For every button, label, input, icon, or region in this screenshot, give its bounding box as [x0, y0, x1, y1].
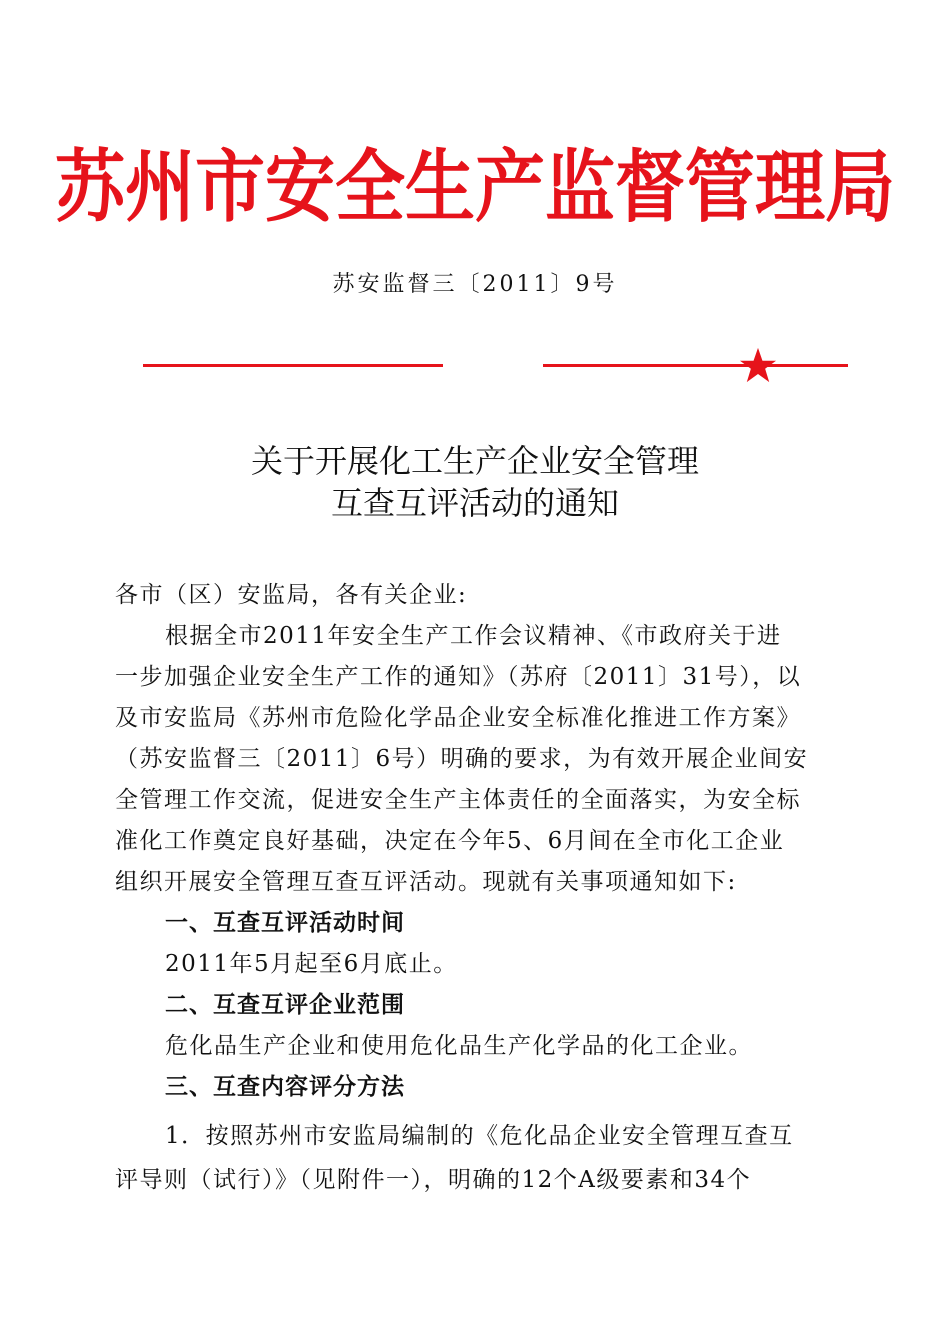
section-heading-2: 二、互查互评企业范围	[165, 992, 405, 1018]
document-number: 苏安监督三〔2011〕9号	[332, 272, 618, 297]
section-text-2: 危化品生产企业和使用危化品生产化学品的化工企业。	[165, 1033, 753, 1059]
notice-title-line-2: 互查互评活动的通知	[330, 484, 619, 522]
paragraph-line: 全管理工作交流，促进安全生产主体责任的全面落实，为安全标	[115, 787, 801, 813]
salutation: 各市（区）安监局，各有关企业:	[115, 582, 468, 608]
issuing-authority-title: 苏州市安全生产监督管理局	[55, 141, 895, 233]
red-star-icon	[739, 346, 777, 384]
paragraph-line: 及市安监局《苏州市危险化学品企业安全标准化推进工作方案》	[115, 705, 801, 731]
red-separator-left	[143, 364, 443, 367]
section-heading-3: 三、互查内容评分方法	[165, 1074, 405, 1100]
paragraph-line: 根据全市2011年安全生产工作会议精神、《市政府关于进	[165, 623, 782, 649]
list-item-line: 评导则（试行）》（见附件一），明确的12个A级要素和34个	[115, 1167, 752, 1193]
paragraph-line: 组织开展安全管理互查互评活动。现就有关事项通知如下:	[115, 869, 737, 895]
paragraph-line: （苏安监督三〔2011〕6号）明确的要求，为有效开展企业间安	[115, 746, 809, 772]
section-text-1: 2011年5月起至6月底止。	[165, 951, 458, 977]
paragraph-line: 一步加强企业安全生产工作的通知》（苏府〔2011〕31号），以	[115, 664, 802, 690]
red-separator-right	[543, 364, 848, 367]
list-item-line: 1．按照苏州市安监局编制的《危化品企业安全管理互查互	[165, 1123, 794, 1149]
section-heading-1: 一、互查互评活动时间	[165, 910, 405, 936]
notice-title-line-1: 关于开展化工生产企业安全管理	[250, 442, 699, 480]
paragraph-line: 准化工作奠定良好基础，决定在今年5、6月间在全市化工企业	[115, 828, 785, 854]
